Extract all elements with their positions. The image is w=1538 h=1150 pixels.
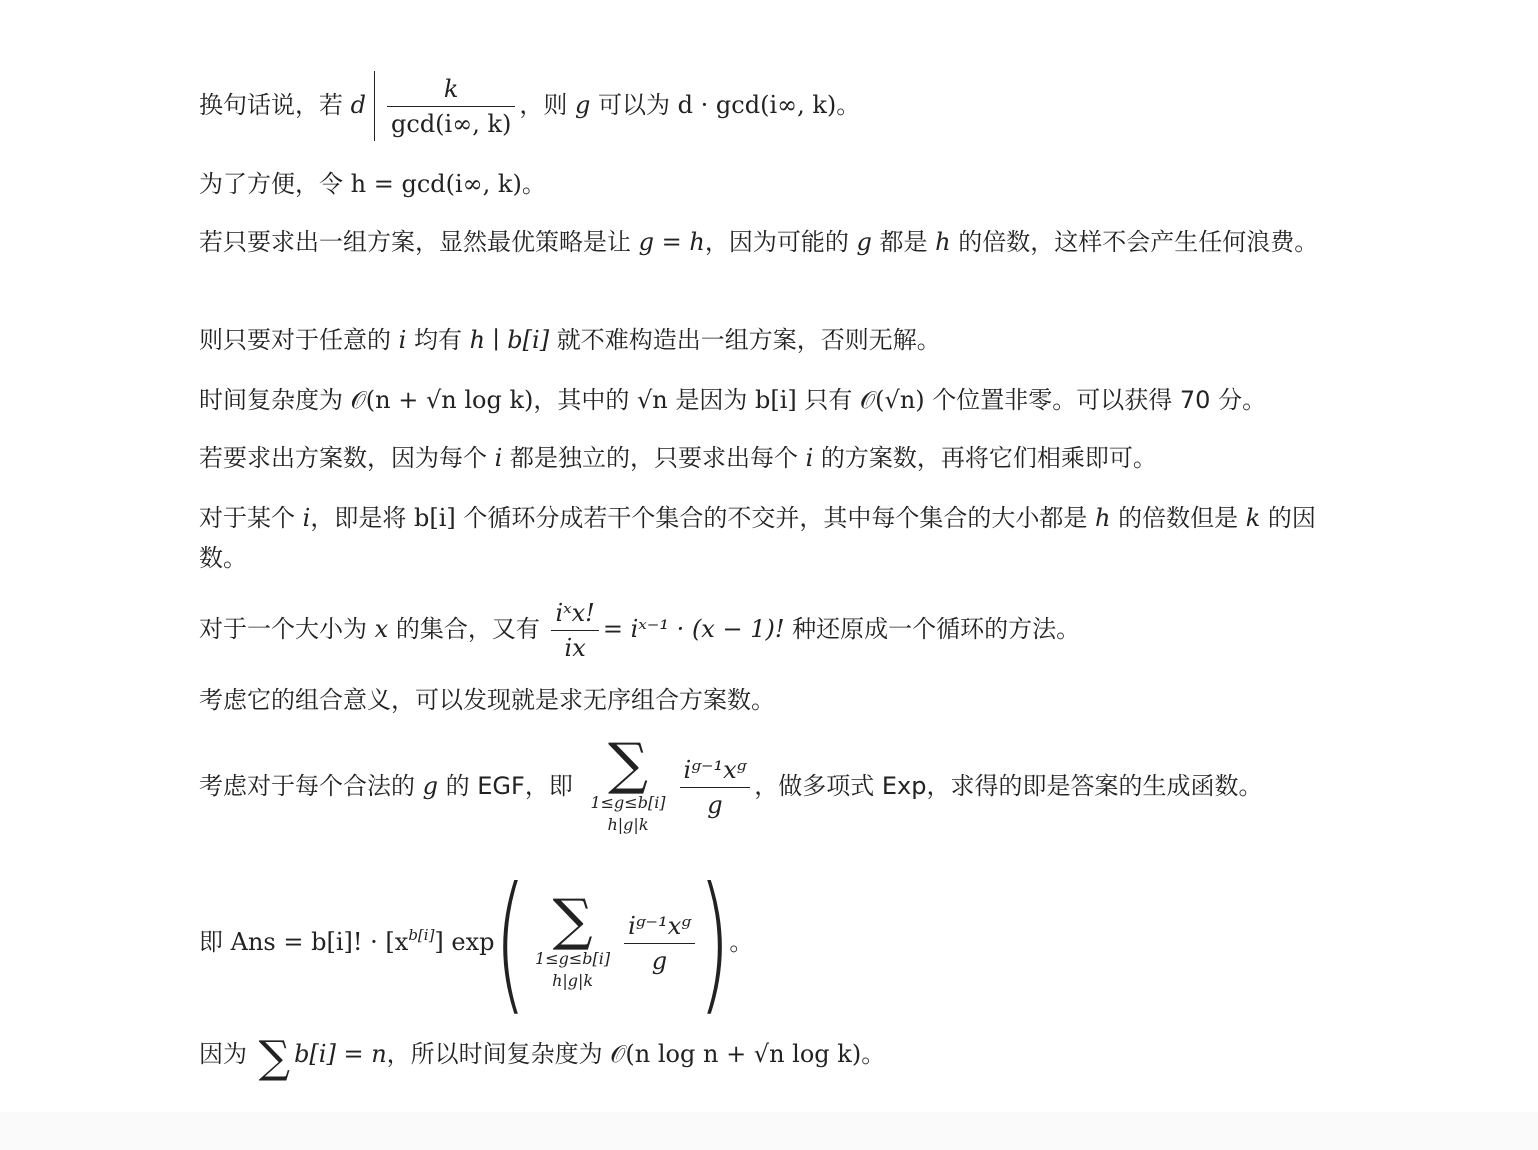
text: 是因为: [667, 386, 756, 414]
sigma: ∑: [608, 732, 648, 797]
text: 对于一个大小为: [199, 615, 375, 643]
text: 则只要对于任意的: [199, 326, 399, 354]
text: ，做多项式 Exp，求得的即是答案的生成函数。: [754, 772, 1263, 800]
math: Ans = b[i]! · [x: [230, 928, 409, 956]
math: d: [350, 91, 367, 119]
math: k: [1245, 504, 1261, 532]
text: 可以为: [590, 91, 678, 119]
math: b[i]: [755, 386, 797, 414]
math: i: [494, 444, 503, 472]
paragraph-4: [199, 320, 1339, 360]
fraction: [624, 909, 695, 978]
denominator: g: [651, 946, 668, 975]
denominator: gcd(i∞, k): [391, 109, 512, 138]
text: 均有: [406, 326, 470, 354]
text: 若只要求出一组方案，显然最优策略是让: [199, 228, 639, 256]
text: 的集合，又有: [388, 615, 548, 643]
text: 对于某个: [199, 504, 303, 532]
paragraph-9: [199, 680, 1339, 720]
math: i: [398, 326, 407, 354]
summation: [590, 732, 666, 836]
paragraph-3: [199, 222, 1339, 262]
sum-limit: 1≤g≤b[i]: [590, 793, 666, 812]
math: h = gcd(i∞, k): [350, 170, 522, 198]
summation: [535, 888, 611, 992]
text: 个位置非零。可以获得 70 分。: [924, 386, 1267, 414]
text: 的方案数，再将它们相乘即可。: [813, 444, 1157, 472]
math: x: [374, 615, 389, 643]
math: g = h: [638, 228, 705, 256]
math: g: [575, 91, 591, 119]
sum-limit: h|g|k: [552, 971, 594, 990]
text: ，即是将: [310, 504, 414, 532]
math: g: [422, 772, 439, 800]
text: 都是独立的，只要求出每个: [502, 444, 806, 472]
math: g: [856, 228, 872, 256]
paragraph-7: [199, 498, 1339, 578]
text: 的 EGF，即: [438, 772, 581, 800]
footer-band: [0, 1112, 1538, 1150]
text: 时间复杂度为: [199, 386, 351, 414]
paragraph-8: [199, 594, 1339, 665]
text: 考虑对于每个合法的: [199, 772, 423, 800]
paragraph-6: [199, 438, 1339, 478]
text: 都是: [871, 228, 936, 256]
paragraph-11: [199, 856, 1339, 1030]
text: ，则: [519, 91, 576, 119]
text: 即: [199, 928, 231, 956]
sigma: ∑: [552, 888, 593, 953]
denominator: g: [707, 790, 723, 819]
text: 的倍数，这样不会产生任何浪费。: [950, 228, 1319, 256]
text: 个循环分成若干个集合的不交并，其中每个集合的大小都是: [455, 504, 1095, 532]
fraction: [680, 753, 751, 822]
math: 𝒪(n + √n log k): [350, 386, 534, 414]
text: 种还原成一个循环的方法。: [784, 615, 1081, 643]
text: 为了方便，令: [199, 170, 351, 198]
paragraph-10: [199, 732, 1339, 836]
math: √n: [637, 386, 668, 414]
paragraph-12: [199, 1030, 1339, 1082]
fraction: [387, 72, 515, 141]
sum-limit: 1≤g≤b[i]: [535, 949, 611, 968]
math: 𝒪(n log n + √n log k): [610, 1040, 862, 1068]
text: 考虑它的组合意义，可以发现就是求无序组合方案数。: [199, 686, 775, 714]
text: 的倍数但是: [1110, 504, 1246, 532]
text: 。: [729, 928, 754, 956]
paragraph-1: [199, 66, 1339, 144]
text: 。: [836, 91, 861, 119]
math: h: [1095, 504, 1111, 532]
text: ，所以时间复杂度为: [386, 1040, 611, 1068]
sum-limit: h|g|k: [607, 815, 649, 834]
divides-bar: [374, 71, 375, 141]
math: b[i]: [413, 504, 456, 532]
math: i: [805, 444, 814, 472]
text: 的因数。: [199, 504, 1316, 572]
numerator: iˣx!: [551, 596, 598, 631]
paragraph-5: [199, 380, 1339, 420]
math: h: [935, 228, 951, 256]
text: 就不难构造出一组方案，否则无解。: [549, 326, 941, 354]
text: 。: [861, 1040, 886, 1068]
math: = iˣ⁻¹ · (x − 1)!: [602, 615, 785, 643]
math: ] exp: [434, 928, 495, 956]
text: 因为: [199, 1040, 255, 1068]
text: 只有: [796, 386, 861, 414]
text: 若要求出方案数，因为每个: [199, 444, 495, 472]
math: 𝒪(√n): [860, 386, 925, 414]
left-paren: (: [493, 856, 526, 1030]
numerator: iᵍ⁻¹xᵍ: [680, 753, 751, 788]
paragraph-2: [199, 164, 1339, 204]
denominator: ix: [564, 633, 586, 662]
fraction: [551, 596, 598, 665]
math: b[i] = n: [294, 1040, 387, 1068]
text: ，其中的: [533, 386, 637, 414]
math: d · gcd(i∞, k): [677, 91, 837, 119]
numerator: iᵍ⁻¹xᵍ: [624, 909, 695, 944]
right-paren: ): [697, 856, 731, 1030]
numerator: k: [387, 72, 515, 107]
math-superscript: b[i]: [408, 926, 435, 944]
text: ，因为可能的: [704, 228, 857, 256]
text: 换句话说，若: [199, 91, 351, 119]
math: h ∣ b[i]: [469, 326, 550, 354]
text: 。: [521, 170, 546, 198]
math: i: [302, 504, 311, 532]
sigma: ∑: [258, 1032, 291, 1083]
